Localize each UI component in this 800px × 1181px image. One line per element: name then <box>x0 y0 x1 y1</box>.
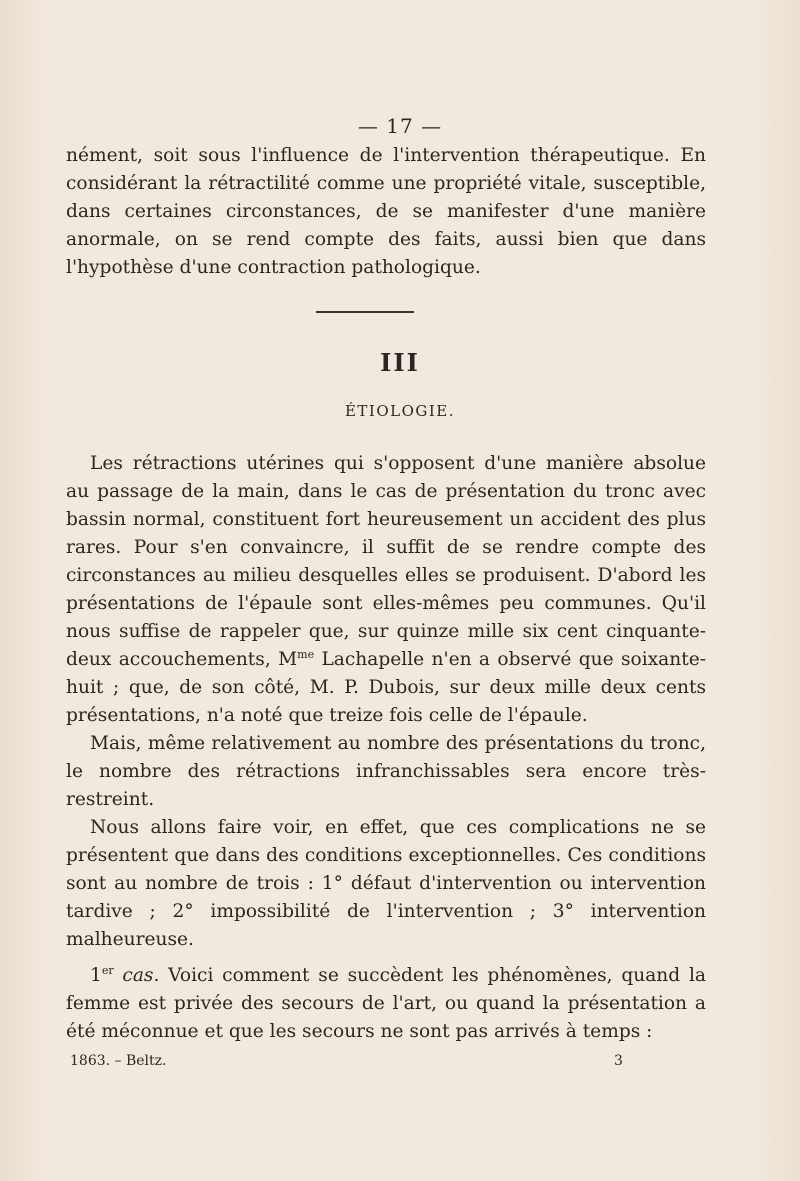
paragraph-1 <box>66 450 706 730</box>
footer-signature: 1863. – Beltz. <box>70 1053 167 1069</box>
case-number-sup: er <box>101 963 114 977</box>
section-divider <box>316 311 414 313</box>
case-label: cas. <box>113 965 160 986</box>
footer-signature-number: 3 <box>614 1053 623 1069</box>
case-paragraph <box>66 962 706 1046</box>
paragraph-2: Mais, même relativement au nombre des présentations du tronc, le nombre des rétractions infranchissables sera encore très-restreint. <box>66 733 706 810</box>
case-number: 1 <box>90 965 102 986</box>
intro-paragraph <box>66 142 706 282</box>
body-text <box>66 450 706 954</box>
intro-text: nément, soit sous l'influence de l'intervention thérapeutique. En considérant la rétractilité comme une propriété vitale, susceptible, dans certaines circonstances, de se manifester d'une manière anormale, on se rend compte des faits, aussi bien que dans l'hypothèse d'une contraction pathologique. <box>66 145 706 278</box>
section-number: III <box>380 348 420 377</box>
paragraph-1-after: Lachapelle n'en a observé que soixante-huit ; que, de son côté, M. P. Dubois, sur deux mille deux cents présentations, n'a noté que treize fois celle de l'épaule. <box>66 649 706 726</box>
section-title: ÉTIOLOGIE. <box>344 402 456 420</box>
case-text: Voici comment se succèdent les phénomènes, quand la femme est privée des secours de l'art, ou quand la présentation a été méconnue et que les secours ne sont pas arrivés à temps : <box>66 965 706 1042</box>
page-header: — 17 — <box>357 114 443 138</box>
paragraph-4 <box>66 962 706 1046</box>
paragraph-1-sup: me <box>297 647 315 661</box>
paragraph-3: Nous allons faire voir, en effet, que ces complications ne se présentent que dans des conditions exceptionnelles. Ces conditions sont au nombre de trois : 1° défaut d'intervention ou intervention tardive ; 2° impossibilité de l'intervention ; 3° intervention malheureuse. <box>66 817 706 950</box>
paragraph-1-before: Les rétractions utérines qui s'opposent d'une manière absolue au passage de la main, dans le cas de présentation du tronc avec bassin normal, constituent fort heureusement un accident des plus rares. Pour s'en convaincre, il suffit de se rendre compte des circonstances au milieu desquelles elles se produisent. D'abord les présentations de l'épaule sont elles-mêmes peu communes. Qu'il nous suffise de rappeler que, sur quinze mille six cent cinquante-deux accouchements, M <box>66 453 706 670</box>
